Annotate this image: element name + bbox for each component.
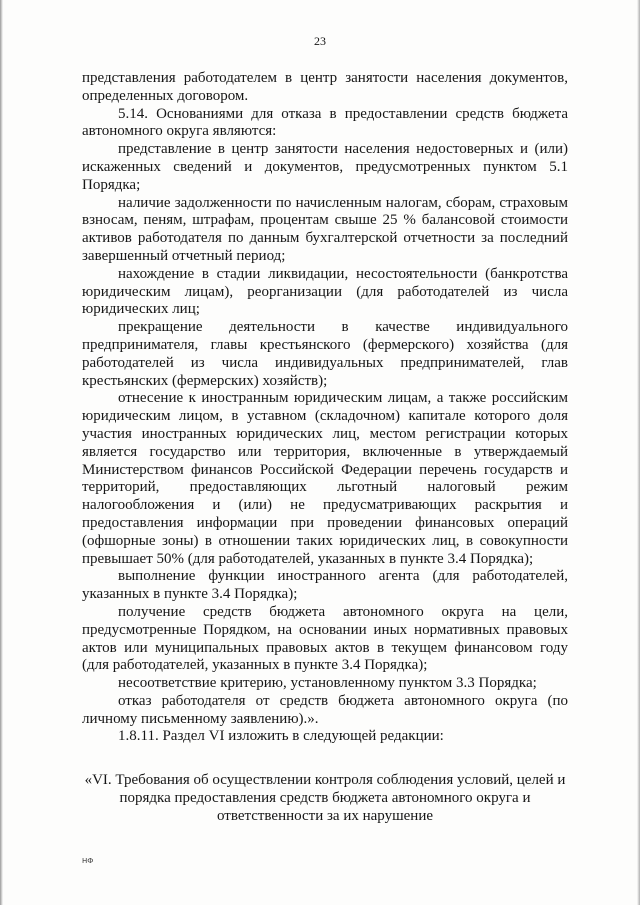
page-number: 23 <box>314 34 326 48</box>
paragraph: отнесение к иностранным юридическим лицам, а также российским юридическим лицом, в уставном (складочном) капитале которого доля участия иностранных юридических лиц, местом регистрации которых является государство или территория, включенные в утверждаемый Министерством финансов Российской Федерации перечень государств и территорий, предоставляющих льготный налоговый режим налогообложения и (или) не предусматривающих раскрытия и предоставления информации при проведении финансовых операций (офшорные зоны) в отношении таких юридических лиц, в совокупности превышает 50% (для работодателей, указанных в пункте 3.4 Порядка); <box>82 390 568 567</box>
paragraph: несоответствие критерию, установленному пунктом 3.3 Порядка; <box>118 675 537 692</box>
paragraph: представление в центр занятости населения недостоверных и (или) искаженных сведений и документов, предусмотренных пунктом 5.1 Порядка; <box>82 141 568 193</box>
paragraph: прекращение деятельности в качестве индивидуального предпринимателя, главы крестьянского (фермерского) хозяйства (для работодателей из числа индивидуальных предпринимателей, глав крестьянских (фермерских) хозяйств); <box>82 319 568 389</box>
scan-edge-left <box>0 0 3 905</box>
footer-mark: НФ <box>82 857 94 865</box>
document-body <box>82 70 568 826</box>
paragraph: 1.8.11. Раздел VI изложить в следующей редакции: <box>118 728 444 745</box>
paragraph: отказ работодателя от средств бюджета автономного округа (по личному письменному заявлению).». <box>82 692 568 727</box>
paragraph: наличие задолженности по начисленным налогам, сборам, страховым взносам, пеням, штрафам, процентам свыше 25 % балансовой стоимости активов работодателя по данным бухгалтерской отчетности за последний завершенный отчетный период; <box>82 194 568 264</box>
paragraph: 5.14. Основаниями для отказа в предоставлении средств бюджета автономного округа являются: <box>82 105 568 140</box>
paragraph: нахождение в стадии ликвидации, несостоятельности (банкротства юридическим лицам), реорганизации (для работодателей из числа юридических лиц; <box>82 265 568 318</box>
section-heading: «VI. Требования об осуществлении контроля соблюдения условий, целей и порядка предоставления средств бюджета автономного округа и ответственности за их нарушение <box>84 772 566 824</box>
paragraph: выполнение функции иностранного агента (для работодателей, указанных в пункте 3.4 Порядка); <box>82 568 568 603</box>
paragraph: представления работодателем в центр занятости населения документов, определенных договором. <box>82 70 568 104</box>
paragraph: получение средств бюджета автономного округа на цели, предусмотренные Порядком, на основании иных нормативных правовых актов или муниципальных правовых актов в текущем финансовом году (для работодателей, указанных в пункте 3.4 Порядка); <box>82 603 568 674</box>
